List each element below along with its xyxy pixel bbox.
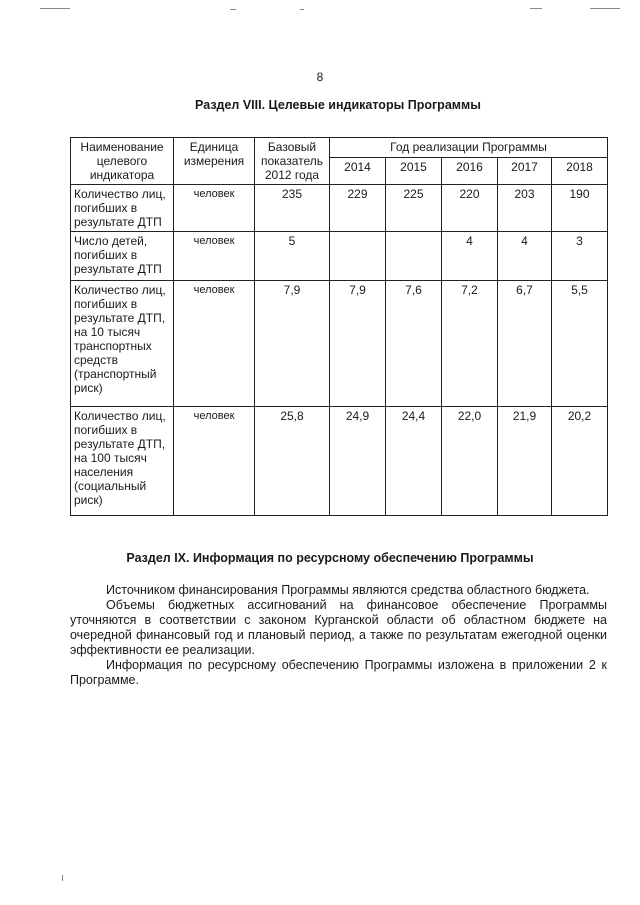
table-row	[71, 407, 608, 516]
indicator-value: 225	[386, 185, 442, 232]
table-row	[71, 232, 608, 281]
indicator-value: 21,9	[498, 407, 552, 516]
indicator-unit: человек	[174, 281, 255, 407]
header-year: 2015	[386, 158, 442, 185]
indicator-value: 203	[498, 185, 552, 232]
page-number: 8	[316, 70, 324, 84]
paragraph: Информация по ресурсному обеспечению Программы изложена в приложении 2 к Программе.	[70, 658, 607, 687]
indicator-value: 6,7	[498, 281, 552, 407]
indicator-value: 229	[330, 185, 386, 232]
indicator-value: 24,4	[386, 407, 442, 516]
indicator-value: 4	[442, 232, 498, 281]
paragraph: Объемы бюджетных ассигнований на финансовое обеспечение Программы уточняются в соответствии с законом Курганской области об областном бюджете на очередной финансовый год и плановый период, а также по результатам ежегодной оценки эффективности ее реализации.	[70, 598, 607, 657]
indicator-value: 20,2	[552, 407, 608, 516]
section-title: Раздел IX. Информация по ресурсному обеспечению Программы	[126, 551, 534, 565]
table-row	[71, 185, 608, 232]
indicator-value: 5,5	[552, 281, 608, 407]
indicator-unit: человек	[174, 407, 255, 516]
indicator-value: 7,6	[386, 281, 442, 407]
header-years-group: Год реализации Программы	[330, 138, 608, 158]
indicator-value: 3	[552, 232, 608, 281]
header-year: 2014	[330, 158, 386, 185]
indicator-base: 235	[255, 185, 330, 232]
header-year: 2016	[442, 158, 498, 185]
table-row	[71, 281, 608, 407]
target-indicators-table	[70, 137, 608, 516]
header-indicator-name: Наименование целевого индикатора	[71, 138, 174, 185]
indicator-value: 4	[498, 232, 552, 281]
indicator-value: 22,0	[442, 407, 498, 516]
indicator-base: 7,9	[255, 281, 330, 407]
indicator-value: 7,9	[330, 281, 386, 407]
indicator-base: 25,8	[255, 407, 330, 516]
indicator-name: Количество лиц, погибших в результате ДТП, на 100 тысяч населения (социальный риск)	[71, 407, 174, 516]
indicator-value: 7,2	[442, 281, 498, 407]
section-body	[70, 583, 607, 688]
indicator-unit: человек	[174, 232, 255, 281]
paragraph: Источником финансирования Программы являются средства областного бюджета.	[106, 583, 590, 597]
header-year: 2018	[552, 158, 608, 185]
header-base-value: Базовый показатель 2012 года	[255, 138, 330, 185]
section-title: Раздел VIII. Целевые индикаторы Программы	[195, 98, 481, 112]
indicator-base: 5	[255, 232, 330, 281]
indicator-unit: человек	[174, 185, 255, 232]
indicator-value: 190	[552, 185, 608, 232]
header-year: 2017	[498, 158, 552, 185]
indicator-value	[330, 232, 386, 281]
indicator-name: Количество лиц, погибших в результате ДТП	[71, 185, 174, 232]
indicator-name: Количество лиц, погибших в результате ДТП, на 10 тысяч транспортных средств (транспортный риск)	[71, 281, 174, 407]
indicator-name: Число детей, погибших в результате ДТП	[71, 232, 174, 281]
header-unit: Единица измерения	[174, 138, 255, 185]
indicator-value: 220	[442, 185, 498, 232]
indicator-value	[386, 232, 442, 281]
indicator-value: 24,9	[330, 407, 386, 516]
